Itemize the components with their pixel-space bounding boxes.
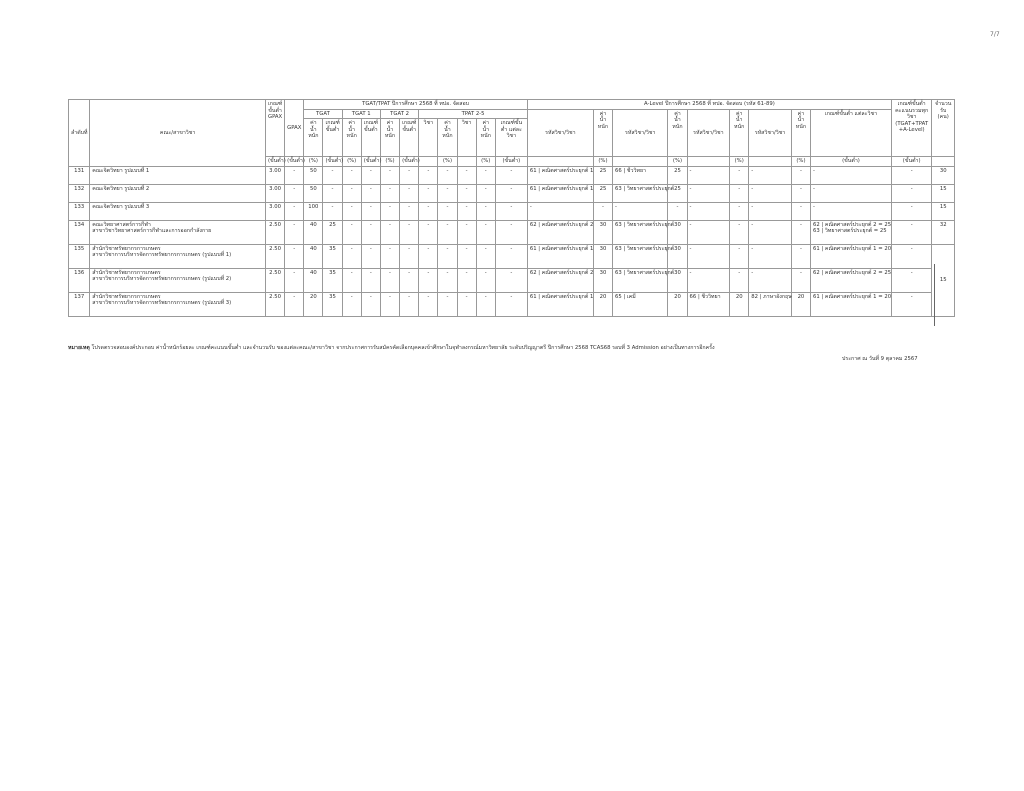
unit-subject-min: (ขั้นต่ำ) xyxy=(811,157,892,167)
faculty-line1: คณะจิตวิทยา รูปแบบที่ 3 xyxy=(92,203,150,210)
cell-gw: - xyxy=(285,244,304,268)
cell-pw: - xyxy=(438,244,457,268)
cell-pmin: - xyxy=(495,220,527,244)
cell-a4w: - xyxy=(791,202,810,220)
cell-pmin: - xyxy=(495,184,527,202)
faculty-line1: คณะจิตวิทยา รูปแบบที่ 1 xyxy=(92,167,150,174)
cell-a4w: - xyxy=(791,184,810,202)
header-a2-subject: รหัสวิชา/วิชา xyxy=(613,109,668,157)
unit-tpat-w1: (%) xyxy=(438,157,457,167)
header-faculty: คณะ/สาขาวิชา xyxy=(90,100,266,167)
cell-a3: - xyxy=(687,220,730,244)
cell-a3w: - xyxy=(730,184,749,202)
note-label: หมายเหตุ xyxy=(68,345,90,351)
cell-a2: 63 | วิทยาศาสตร์ประยุกต์ xyxy=(613,184,668,202)
table-row xyxy=(69,220,955,244)
cell-a2: 66 | ชีววิทยา xyxy=(613,166,668,184)
cell-t2w: - xyxy=(380,292,399,316)
faculty-line2: สาขาวิชาการบริหารจัดการทรัพยากรการเกษตร (รูปแบบที่ 3) xyxy=(92,300,232,307)
cell-t1w: - xyxy=(342,292,361,316)
table-row xyxy=(69,202,955,220)
cell-tm: 25 xyxy=(323,220,342,244)
cell-pw2: - xyxy=(476,202,495,220)
cell-subject-min xyxy=(811,184,892,202)
cell-tm: 35 xyxy=(323,292,342,316)
cell-a2: 63 | วิทยาศาสตร์ประยุกต์ xyxy=(613,244,668,268)
cell-ps: - xyxy=(419,202,438,220)
cell-t1w: - xyxy=(342,268,361,292)
cell-pmin: - xyxy=(495,202,527,220)
header-tpat-weight1: ค่า น้ำหนัก xyxy=(438,119,457,157)
cell-pw2: - xyxy=(476,184,495,202)
cell-faculty xyxy=(90,244,266,268)
subject-min-line1: 62 | คณิตศาสตร์ประยุกต์ 2 = 25 xyxy=(813,269,892,276)
cell-t2w: - xyxy=(380,268,399,292)
cell-t2m: - xyxy=(400,220,419,244)
header-a4-subject: รหัสวิชา/วิชา xyxy=(749,109,792,157)
cell-a4: 82 | ภาษาอังกฤษ xyxy=(749,292,792,316)
cell-gw: - xyxy=(285,268,304,292)
cell-a2w: 25 xyxy=(668,184,687,202)
cell-a1w: 25 xyxy=(593,166,612,184)
cell-gpax: 2.50 xyxy=(265,292,284,316)
cell-seq: 135 xyxy=(69,244,90,268)
cell-ps: - xyxy=(419,184,438,202)
unit-tgat1-w: (%) xyxy=(342,157,361,167)
faculty-line2: สาขาวิชาวิทยาศาสตร์การกีฬาและการออกกำลังกาย xyxy=(92,228,212,235)
cell-a1w: 20 xyxy=(593,292,612,316)
cell-a2: 63 | วิทยาศาสตร์ประยุกต์ xyxy=(613,268,668,292)
header-tpat: TPAT 2-5 xyxy=(419,109,528,119)
cell-faculty xyxy=(90,202,266,220)
unit-tpat-min: (ขั้นต่ำ) xyxy=(495,157,527,167)
unit-a3-w: (%) xyxy=(730,157,749,167)
cell-pw2: - xyxy=(476,244,495,268)
cell-faculty xyxy=(90,268,266,292)
cell-a4: - xyxy=(749,268,792,292)
cell-a1w: - xyxy=(593,202,612,220)
cell-pw2: - xyxy=(476,268,495,292)
cell-tw: 20 xyxy=(304,292,323,316)
unit-tgat2-m: (ขั้นต่ำ) xyxy=(400,157,419,167)
table-row xyxy=(69,166,955,184)
cell-a3w: - xyxy=(730,166,749,184)
cell-pmin: - xyxy=(495,244,527,268)
header-a1-weight: ค่า น้ำหนัก xyxy=(593,109,612,157)
cell-t2m: - xyxy=(400,202,419,220)
faculty-line2: สาขาวิชาการบริหารจัดการทรัพยากรการเกษตร (รูปแบบที่ 2) xyxy=(92,276,232,283)
header-seq: ลำดับที่ xyxy=(69,100,90,167)
unit-a1-w: (%) xyxy=(593,157,612,167)
cell-seq: 136 xyxy=(69,268,90,292)
cell-pw: - xyxy=(438,166,457,184)
unit-a2-s xyxy=(613,157,668,167)
cell-gw: - xyxy=(285,202,304,220)
cell-pw2: - xyxy=(476,166,495,184)
cell-tm: 35 xyxy=(323,268,342,292)
subject-min-line1: - xyxy=(813,203,815,210)
cell-a4: - xyxy=(749,202,792,220)
cell-tw: 50 xyxy=(304,166,323,184)
cell-gw: - xyxy=(285,184,304,202)
page-number: 7/7 xyxy=(990,31,1000,38)
unit-tpat-s1 xyxy=(419,157,438,167)
unit-gpax: (ขั้นต่ำ) xyxy=(285,157,304,167)
cell-t1w: - xyxy=(342,202,361,220)
table-row xyxy=(69,184,955,202)
cell-t1w: - xyxy=(342,220,361,244)
cell-ps2: - xyxy=(457,268,476,292)
cell-pw: - xyxy=(438,184,457,202)
subject-min-line1: 61 | คณิตศาสตร์ประยุกต์ 1 = 20 xyxy=(813,245,892,252)
cell-faculty xyxy=(90,184,266,202)
unit-gpax-min: (ขั้นต่ำ) xyxy=(265,157,284,167)
cell-a2w: 30 xyxy=(668,220,687,244)
cell-tw: 40 xyxy=(304,244,323,268)
header-tpat-subject1: วิชา xyxy=(419,119,438,157)
cell-a3: - xyxy=(687,166,730,184)
header-tgat2: TGAT 2 xyxy=(380,109,418,119)
cell-ps: - xyxy=(419,268,438,292)
cell-a1: 61 | คณิตศาสตร์ประยุกต์ 1 xyxy=(527,292,593,316)
cell-a1w: 30 xyxy=(593,268,612,292)
header-a4-weight: ค่า น้ำหนัก xyxy=(791,109,810,157)
header-a3-subject: รหัสวิชา/วิชา xyxy=(687,109,730,157)
header-seats: จำนวนรับ (คน) xyxy=(932,100,955,157)
cell-a3: - xyxy=(687,244,730,268)
cell-a1: - xyxy=(527,202,593,220)
cell-pmin: - xyxy=(495,292,527,316)
cell-pw: - xyxy=(438,292,457,316)
cell-ps: - xyxy=(419,166,438,184)
cell-seats: 30 xyxy=(932,166,955,184)
cell-tm: - xyxy=(323,202,342,220)
cell-faculty xyxy=(90,220,266,244)
note-text: โปรดตรวจสอบองค์ประกอบ ค่าน้ำหนักร้อยละ เกณฑ์คะแนนขั้นต่ำ และจำนวนรับ ของแต่ละคณะ/สาขาวิชา จากประกาศการรับสมัครคัดเลือกบุคคลเข้าศึกษาในจุฬาลงกรณ์มหาวิทยาลัย ระดับปริญญาตรี ปีการศึกษา 2568 TCAS68 รอบที่ 3 Admission อย่างเป็นทางการอีกครั้ง xyxy=(91,345,715,351)
cell-t1m: - xyxy=(361,268,380,292)
cell-tw: 40 xyxy=(304,220,323,244)
cell-pmin: - xyxy=(495,166,527,184)
header-a2-weight: ค่า น้ำหนัก xyxy=(668,109,687,157)
faculty-line1: สำนักวิชาทรัพยากรการเกษตร xyxy=(92,293,161,300)
cell-t1m: - xyxy=(361,184,380,202)
cell-faculty xyxy=(90,166,266,184)
cell-pw: - xyxy=(438,202,457,220)
cell-t1w: - xyxy=(342,244,361,268)
cell-t2w: - xyxy=(380,244,399,268)
cell-t2w: - xyxy=(380,220,399,244)
unit-tpat-w2: (%) xyxy=(476,157,495,167)
header-a1-subject: รหัสวิชา/วิชา xyxy=(527,109,593,157)
subject-min-line2: 63 | วิทยาศาสตร์ประยุกต์ = 25 xyxy=(813,228,887,235)
cell-ps2: - xyxy=(457,244,476,268)
cell-a2: - xyxy=(613,202,668,220)
table-row xyxy=(69,292,955,316)
cell-seq: 133 xyxy=(69,202,90,220)
subject-min-line1: 62 | คณิตศาสตร์ประยุกต์ 2 = 25 xyxy=(813,221,892,228)
cell-t2m: - xyxy=(400,268,419,292)
cell-seats: 15 xyxy=(932,202,955,220)
cell-a1: 61 | คณิตศาสตร์ประยุกต์ 1 xyxy=(527,166,593,184)
cell-pw: - xyxy=(438,268,457,292)
faculty-line2: สาขาวิชาการบริหารจัดการทรัพยากรการเกษตร (รูปแบบที่ 1) xyxy=(92,252,232,259)
cell-t2m: - xyxy=(400,184,419,202)
unit-tgat-m: (ขั้นต่ำ) xyxy=(323,157,342,167)
cell-a4: - xyxy=(749,220,792,244)
seats-bracket xyxy=(934,264,938,326)
cell-t2w: - xyxy=(380,184,399,202)
cell-a1: 62 | คณิตศาสตร์ประยุกต์ 2 xyxy=(527,220,593,244)
cell-gw: - xyxy=(285,220,304,244)
cell-faculty xyxy=(90,292,266,316)
cell-t2m: - xyxy=(400,244,419,268)
unit-seats xyxy=(932,157,955,167)
cell-tm: 35 xyxy=(323,244,342,268)
cell-seats: 15 xyxy=(932,184,955,202)
cell-a1w: 30 xyxy=(593,244,612,268)
cell-a4w: - xyxy=(791,220,810,244)
cell-subject-min xyxy=(811,220,892,244)
table-row xyxy=(69,244,955,268)
unit-combined: (ขั้นต่ำ) xyxy=(891,157,931,167)
header-tgat-group: TGAT/TPAT ปีการศึกษา 2568 ที่ ทปอ. จัดสอบ xyxy=(304,100,528,110)
cell-comb: - xyxy=(891,202,931,220)
cell-a3: 66 | ชีววิทยา xyxy=(687,292,730,316)
cell-subject-min xyxy=(811,202,892,220)
cell-t2w: - xyxy=(380,202,399,220)
cell-gpax: 2.50 xyxy=(265,220,284,244)
unit-tgat2-w: (%) xyxy=(380,157,399,167)
cell-subject-min xyxy=(811,268,892,292)
subject-min-line1: 61 | คณิตศาสตร์ประยุกต์ 1 = 20 xyxy=(813,293,892,300)
admission-table xyxy=(68,99,955,317)
cell-gpax: 3.00 xyxy=(265,202,284,220)
cell-seq: 137 xyxy=(69,292,90,316)
cell-t2m: - xyxy=(400,166,419,184)
unit-tpat-s2 xyxy=(457,157,476,167)
header-alevel-group: A-Level ปีการศึกษา 2568 ที่ ทปอ. จัดสอบ (รหัส 61-89) xyxy=(527,100,891,110)
header-subject-min: เกณฑ์ขั้นต่ำ แต่ละวิชา xyxy=(811,109,892,157)
cell-a1w: 25 xyxy=(593,184,612,202)
cell-t1m: - xyxy=(361,202,380,220)
header-gpax-min: เกณฑ์ขั้นต่ำ GPAX xyxy=(265,100,284,157)
header-tgat: TGAT xyxy=(304,109,342,119)
cell-comb: - xyxy=(891,184,931,202)
cell-ps2: - xyxy=(457,184,476,202)
faculty-line1: คณะวิทยาศาสตร์การกีฬา xyxy=(92,221,151,228)
unit-tgat1-m: (ขั้นต่ำ) xyxy=(361,157,380,167)
header-tgat2-min: เกณฑ์ ขั้นต่ำ xyxy=(400,119,419,157)
unit-a4-w: (%) xyxy=(791,157,810,167)
cell-seq: 132 xyxy=(69,184,90,202)
cell-a3: - xyxy=(687,184,730,202)
cell-a3w: 20 xyxy=(730,292,749,316)
faculty-line1: สำนักวิชาทรัพยากรการเกษตร xyxy=(92,269,161,276)
cell-tw: 40 xyxy=(304,268,323,292)
cell-gw: - xyxy=(285,166,304,184)
subject-min-line1: - xyxy=(813,185,815,192)
cell-a4w: - xyxy=(791,268,810,292)
header-tgat2-weight: ค่า น้ำหนัก xyxy=(380,119,399,157)
cell-seq: 134 xyxy=(69,220,90,244)
cell-comb: - xyxy=(891,220,931,244)
cell-ps2: - xyxy=(457,292,476,316)
cell-tw: 100 xyxy=(304,202,323,220)
cell-subject-min xyxy=(811,166,892,184)
cell-ps2: - xyxy=(457,202,476,220)
cell-tw: 50 xyxy=(304,184,323,202)
cell-t1m: - xyxy=(361,166,380,184)
cell-t1w: - xyxy=(342,184,361,202)
cell-a1: 62 | คณิตศาสตร์ประยุกต์ 2 xyxy=(527,268,593,292)
cell-ps: - xyxy=(419,292,438,316)
cell-a4w: - xyxy=(791,166,810,184)
cell-a2: 65 | เคมี xyxy=(613,292,668,316)
cell-a3: - xyxy=(687,202,730,220)
cell-a2w: 25 xyxy=(668,166,687,184)
header-tpat-min: เกณฑ์ขั้นต่ำ แต่ละวิชา xyxy=(495,119,527,157)
cell-a4: - xyxy=(749,244,792,268)
cell-a3w: - xyxy=(730,220,749,244)
cell-comb: - xyxy=(891,244,931,268)
cell-a2w: 20 xyxy=(668,292,687,316)
cell-gpax: 3.00 xyxy=(265,184,284,202)
unit-a4-s xyxy=(749,157,792,167)
cell-subject-min xyxy=(811,244,892,268)
cell-comb: - xyxy=(891,166,931,184)
cell-t1m: - xyxy=(361,220,380,244)
cell-gpax: 2.50 xyxy=(265,268,284,292)
cell-a1: 61 | คณิตศาสตร์ประยุกต์ 1 xyxy=(527,184,593,202)
cell-comb: - xyxy=(891,268,931,292)
header-gpax: GPAX xyxy=(285,100,304,157)
cell-tm: - xyxy=(323,166,342,184)
subject-min-line1: - xyxy=(813,167,815,174)
cell-t2m: - xyxy=(400,292,419,316)
cell-t2w: - xyxy=(380,166,399,184)
cell-a4w: 20 xyxy=(791,292,810,316)
cell-a1w: 30 xyxy=(593,220,612,244)
table-row xyxy=(69,268,955,292)
cell-pmin: - xyxy=(495,268,527,292)
cell-a4w: - xyxy=(791,244,810,268)
cell-gpax: 3.00 xyxy=(265,166,284,184)
cell-a2w: 30 xyxy=(668,244,687,268)
cell-seats: 32 xyxy=(932,220,955,244)
cell-a3w: - xyxy=(730,202,749,220)
cell-a4: - xyxy=(749,166,792,184)
header-tgat1: TGAT 1 xyxy=(342,109,380,119)
cell-a3w: - xyxy=(730,268,749,292)
cell-seats: 15 xyxy=(932,244,955,316)
note xyxy=(68,344,715,352)
unit-a3-s xyxy=(687,157,730,167)
cell-a3: - xyxy=(687,268,730,292)
announce-date: ประกาศ ณ วันที่ 9 ตุลาคม 2567 xyxy=(842,356,918,362)
cell-t1m: - xyxy=(361,244,380,268)
cell-a2: 63 | วิทยาศาสตร์ประยุกต์ xyxy=(613,220,668,244)
cell-ps2: - xyxy=(457,166,476,184)
cell-tm: - xyxy=(323,184,342,202)
cell-a2w: - xyxy=(668,202,687,220)
header-tgat-weight: ค่า น้ำหนัก xyxy=(304,119,323,157)
cell-seq: 131 xyxy=(69,166,90,184)
header-tgat1-weight: ค่า น้ำหนัก xyxy=(342,119,361,157)
cell-ps: - xyxy=(419,220,438,244)
unit-a1-s xyxy=(527,157,593,167)
cell-a1: 61 | คณิตศาสตร์ประยุกต์ 1 xyxy=(527,244,593,268)
cell-pw: - xyxy=(438,220,457,244)
header-tpat-subject2: วิชา xyxy=(457,119,476,157)
unit-tgat-w: (%) xyxy=(304,157,323,167)
cell-subject-min xyxy=(811,292,892,316)
faculty-line1: คณะจิตวิทยา รูปแบบที่ 2 xyxy=(92,185,150,192)
cell-t1w: - xyxy=(342,166,361,184)
header-combined-min: เกณฑ์ขั้นต่ำ คะแนนรวมทุกวิชา (TGAT+TPAT +A-Level) xyxy=(891,100,931,157)
header-tgat1-min: เกณฑ์ ขั้นต่ำ xyxy=(361,119,380,157)
cell-ps: - xyxy=(419,244,438,268)
faculty-line1: สำนักวิชาทรัพยากรการเกษตร xyxy=(92,245,161,252)
unit-a2-w: (%) xyxy=(668,157,687,167)
header-a3-weight: ค่า น้ำหนัก xyxy=(730,109,749,157)
cell-a4: - xyxy=(749,184,792,202)
cell-pw2: - xyxy=(476,220,495,244)
cell-t1m: - xyxy=(361,292,380,316)
cell-comb: - xyxy=(891,292,931,316)
cell-pw2: - xyxy=(476,292,495,316)
header-tgat-min: เกณฑ์ ขั้นต่ำ xyxy=(323,119,342,157)
cell-ps2: - xyxy=(457,220,476,244)
cell-a3w: - xyxy=(730,244,749,268)
header-tpat-weight2: ค่า น้ำหนัก xyxy=(476,119,495,157)
cell-a2w: 30 xyxy=(668,268,687,292)
cell-gw: - xyxy=(285,292,304,316)
cell-gpax: 2.50 xyxy=(265,244,284,268)
